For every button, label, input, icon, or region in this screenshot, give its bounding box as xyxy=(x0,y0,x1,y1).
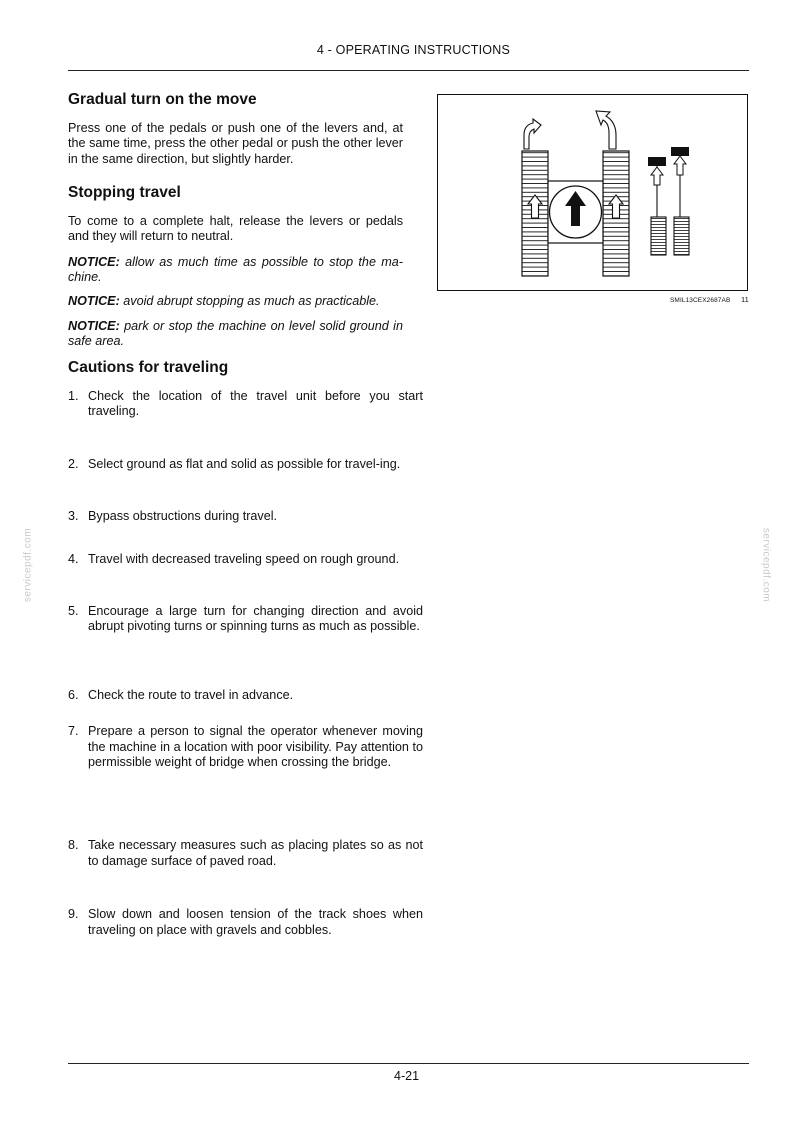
notice-text: allow as much time as possible to stop the ma-chine. xyxy=(68,255,403,285)
left-turn-arrow-icon xyxy=(524,119,541,149)
item-number: 4. xyxy=(68,551,79,566)
notice-label: NOTICE: xyxy=(68,294,120,308)
list-item xyxy=(68,604,423,635)
item-number: 8. xyxy=(68,838,79,853)
watermark-right: servicepdf.com xyxy=(760,527,772,603)
right-lever-knob xyxy=(671,147,689,156)
heading-stopping-travel: Stopping travel xyxy=(68,184,181,201)
item-number: 3. xyxy=(68,509,79,524)
gradual-turn-text: Press one of the pedals or push one of the levers and, at the same time, press the other pedal or push the other lever in the same direction, but slightly harder. xyxy=(68,121,403,166)
notice-3 xyxy=(68,319,403,350)
notice-1 xyxy=(68,255,403,286)
heading-gradual-turn: Gradual turn on the move xyxy=(68,91,257,108)
figure-number: 11 xyxy=(741,295,749,304)
list-item xyxy=(68,688,423,703)
travel-illustration xyxy=(438,95,749,292)
list-item xyxy=(68,552,423,567)
left-lever-knob xyxy=(648,157,666,166)
figure-travel-diagram xyxy=(437,94,748,291)
notice-text: park or stop the machine on level solid ground in safe area. xyxy=(68,319,403,349)
item-text: Bypass obstructions during travel. xyxy=(88,509,277,524)
item-text: Check the location of the travel unit before you start traveling. xyxy=(88,389,423,419)
watermark-left: servicepdf.com xyxy=(22,527,34,603)
left-pedal xyxy=(651,217,666,255)
notice-2 xyxy=(68,294,403,309)
item-text: Prepare a person to signal the operator whenever moving the machine in a location with poor visibility. Pay attention to permissible weight of bridge when crossing the bridge. xyxy=(88,724,423,770)
header-rule xyxy=(68,70,749,71)
item-text: Travel with decreased traveling speed on rough ground. xyxy=(88,551,400,566)
figure-code: SMIL13CEX2687AB xyxy=(670,297,731,304)
header-title: 4 - OPERATING INSTRUCTIONS xyxy=(316,43,510,57)
item-number: 7. xyxy=(68,724,79,739)
list-item xyxy=(68,907,423,938)
list-item xyxy=(68,457,423,472)
item-text: Check the route to travel in advance. xyxy=(88,687,294,702)
item-number: 5. xyxy=(68,604,79,619)
notice-text: avoid abrupt stopping as much as practicable. xyxy=(119,294,380,308)
item-text: Encourage a large turn for changing direction and avoid abrupt pivoting turns or spinning turns as much as possible. xyxy=(88,604,423,634)
notice-label: NOTICE: xyxy=(68,319,120,333)
list-item xyxy=(68,838,423,869)
heading-cautions: Cautions for traveling xyxy=(68,359,229,376)
footer-rule xyxy=(68,1063,749,1064)
item-text: Slow down and loosen tension of the track shoes when traveling on place with gravels and cobbles. xyxy=(88,907,423,937)
notice-label: NOTICE: xyxy=(68,255,120,269)
left-lever-arrow-icon xyxy=(651,167,663,185)
right-lever-arrow-icon xyxy=(674,156,686,175)
right-pedal xyxy=(674,217,689,255)
item-text: Take necessary measures such as placing plates so as not to damage surface of paved road. xyxy=(88,838,423,868)
item-number: 2. xyxy=(68,456,79,471)
item-number: 1. xyxy=(68,389,79,403)
item-text: Select ground as flat and solid as possible for travel-ing. xyxy=(88,456,401,471)
item-number: 6. xyxy=(68,687,79,702)
list-item xyxy=(68,509,423,524)
stopping-text: To come to a complete halt, release the levers or pedals and they will return to neutral. xyxy=(68,214,403,244)
item-number: 9. xyxy=(68,907,79,922)
right-turn-arrow-icon xyxy=(596,111,616,149)
page-number: 4-21 xyxy=(394,1069,420,1083)
list-item xyxy=(68,389,423,420)
list-item xyxy=(68,724,423,770)
